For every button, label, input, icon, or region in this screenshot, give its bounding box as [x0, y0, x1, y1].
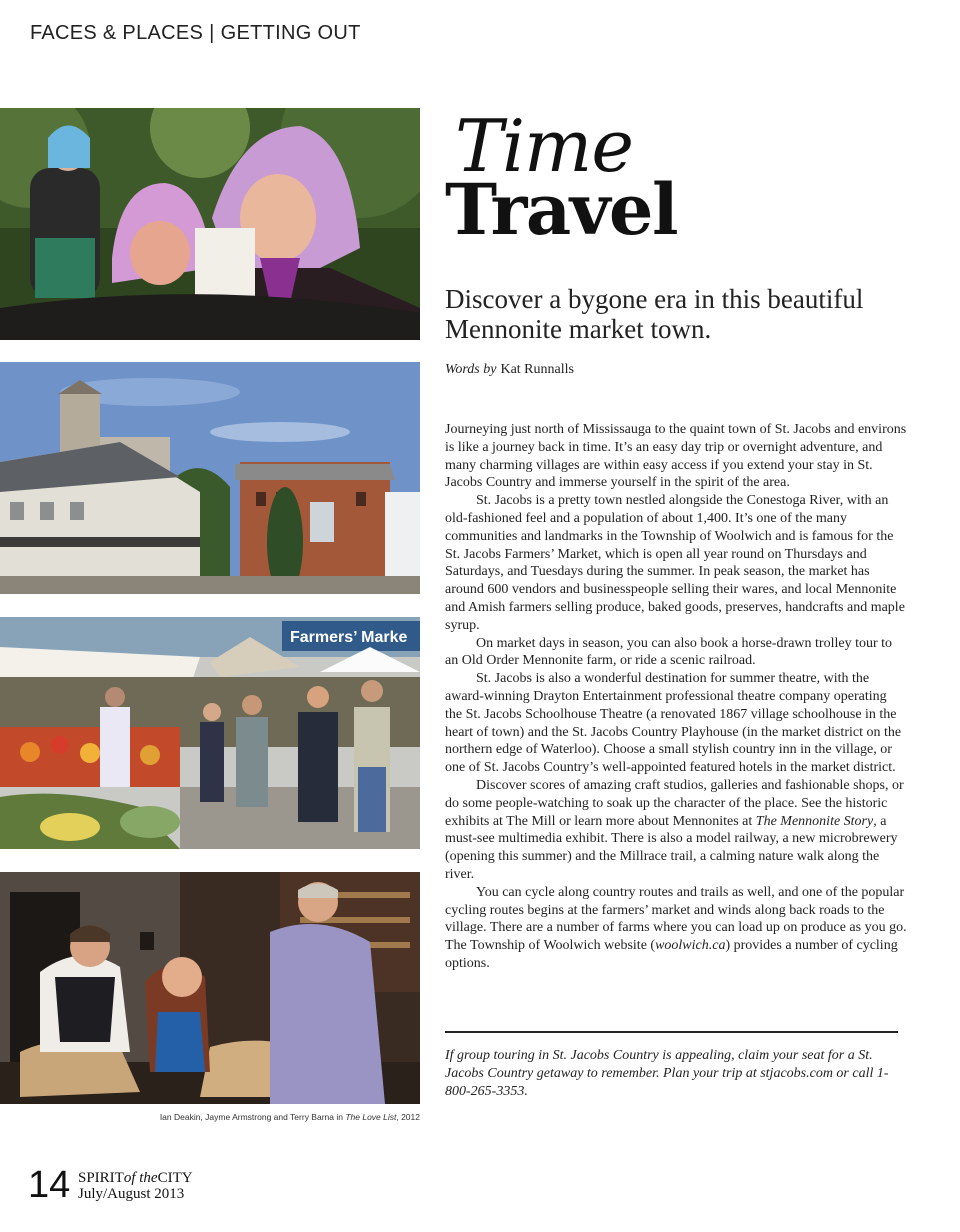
caption-names: Ian Deakin, Jayme Armstrong and Terry Barna in: [159, 1112, 346, 1122]
body-paragraph: Journeying just north of Mississauga to the quaint town of St. Jacobs and environs is like a journey back in time. It’s an easy day trip or overnight adventure, and many charming villages are within easy access if you extend your stay in St. Jacobs Country and immerse yourself in the spirit of the area.: [445, 422, 907, 491]
photo-village-mill: [0, 362, 420, 594]
body-paragraph: On market days in season, you can also book a horse-drawn trolley tour to an Old Order Mennonite farm, or ride a scenic railroad.: [445, 635, 893, 669]
body-paragraph: St. Jacobs is a pretty town nestled alongside the Conestoga River, with an old-fashioned feel and a population of about 1,400. It’s one of the many communities and landmarks in the Township of Woolwich and is famous for the St. Jacobs Farmers’ Market, which is open all year round on Thursdays and Saturdays, and Tuesdays during the summer. In peak season, the market has around 600 vendors and businesspeople selling their wares, and local Mennonite and Amish farmers selling produce, baked goods, preserves, handcrafts and maple syrup.: [445, 493, 905, 633]
publication-name-c: CITY: [157, 1170, 193, 1186]
publication-name-a: SPIRIT: [78, 1170, 124, 1186]
p5-italic: The Mennonite Story: [755, 813, 874, 829]
p6-italic: woolwich.ca: [655, 938, 726, 954]
photo-farmers-market: [0, 617, 420, 849]
section-separator: |: [209, 22, 215, 44]
article-subtitle: Discover a bygone era in this beautiful Mennonite market town.: [445, 284, 864, 344]
caption-year: , 2012: [396, 1112, 420, 1122]
publication-name-b: of the: [123, 1170, 158, 1186]
pullquote-divider: [445, 1031, 898, 1033]
body-paragraph: [445, 884, 907, 973]
p6-text-a: You can cycle along country routes and trails as well, and one of the popular cycling routes begins at the farmers’ market and winds along back roads to the village. There are a number of farms where you can load up on produce as you go. The Township of Woolwich website (: [445, 884, 907, 954]
article-body: [445, 421, 907, 973]
pullquote: If group touring in St. Jacobs Country is appealing, claim your seat for a St. Jacobs Country getaway to remember. Plan your trip at stjacobs.com or call 1-800-265-3353.: [445, 1048, 889, 1099]
caption-play-title: The Love List: [345, 1112, 397, 1122]
article-title-line2: Travel: [445, 168, 678, 251]
photo-theatre-production: [0, 872, 420, 1104]
byline-prefix: Words by: [445, 362, 497, 377]
body-paragraph: St. Jacobs is also a wonderful destination for summer theatre, with the award-winning Drayton Entertainment professional theatre company operating the St. Jacobs Schoolhouse Theatre (a renovated 1867 village schoolhouse in the heart of town) and the St. Jacobs Country Playhouse (in the market district on the northern edge of Waterloo). Choose a small stylish country inn in the village, or one of St. Jacobs Country’s well-appointed featured hotels in the market district.: [445, 671, 902, 776]
body-paragraph: [445, 777, 907, 884]
subsection-label: GETTING OUT: [220, 22, 361, 44]
issue-date: July/August 2013: [78, 1186, 185, 1202]
byline: [445, 362, 574, 378]
photo-children-bonnets: [0, 108, 420, 340]
p5-text-b: , a must-see multimedia exhibit. There is also a model railway, a new microbrewery (opening this summer) and the Millrace trail, a calming nature walk along the river.: [445, 813, 898, 882]
publication-name: [78, 1170, 193, 1186]
market-sign-text: Farmers’ Marke: [290, 629, 408, 646]
section-label: FACES & PLACES: [30, 22, 204, 44]
section-header: [30, 22, 361, 45]
p5-text-a: Discover scores of amazing craft studios, galleries and fashionable shops, or do some people-watching to soak up the character of the place. See the historic exhibits at The Mill or learn more about Mennonites at: [445, 777, 904, 829]
article-title-line1: Time: [455, 104, 633, 188]
p6-text-b: ) provides a number of cycling options.: [445, 938, 898, 971]
photo-caption: [160, 1112, 420, 1122]
page-number: 14: [28, 1164, 71, 1206]
author-name: Kat Runnalls: [500, 362, 574, 377]
